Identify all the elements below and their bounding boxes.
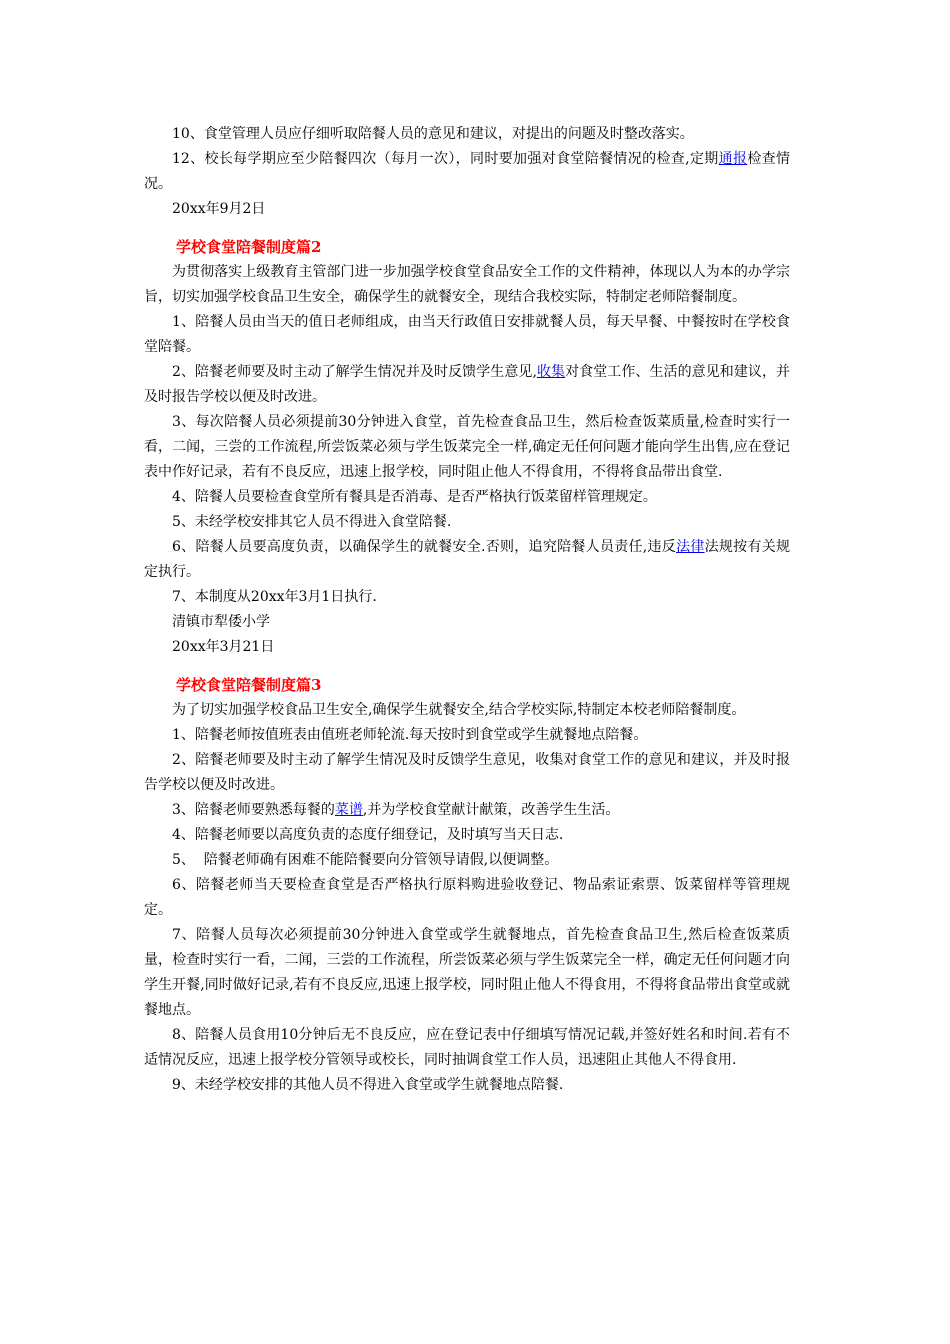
section3-item-2: 2、陪餐老师要及时主动了解学生情况及时反馈学生意见，收集对食堂工作的意见和建议，并及时报告学校以便及时改进。: [144, 752, 790, 793]
section3-item-9: 9、未经学校安排的其他人员不得进入食堂或学生就餐地点陪餐.: [172, 1077, 564, 1093]
section2-item-7: 7、本制度从20xx年3月1日执行.: [172, 589, 377, 605]
section2-item-4: 4、陪餐人员要检查食堂所有餐具是否消毒、是否严格执行饭菜留样管理规定。: [172, 489, 657, 505]
section2-item-1: 1、陪餐人员由当天的值日老师组成，由当天行政值日安排就餐人员，每天早餐、中餐按时在学校食堂陪餐。: [144, 314, 790, 355]
document-body: [144, 122, 790, 1098]
link-falv[interactable]: 法律: [676, 539, 705, 555]
intro-item-12-tail: 检查情况。: [144, 151, 791, 192]
section3-item-3-tail: ,并为学校食堂献计献策，改善学生生活。: [362, 802, 620, 818]
section3-item-1: 1、陪餐老师按值班表由值班老师轮流.每天按时到食堂或学生就餐地点陪餐。: [172, 727, 648, 743]
intro-item-12: [144, 147, 790, 197]
section2-item-2-text: 2、陪餐老师要及时主动了解学生情况并及时反馈学生意见,: [172, 364, 537, 380]
section2-title: 学校食堂陪餐制度篇2: [176, 238, 322, 256]
section3-preface: 为了切实加强学校食品卫生安全,确保学生就餐安全,结合学校实际,特制定本校老师陪餐制度。: [172, 702, 746, 718]
section3-item-6: 6、陪餐老师当天要检查食堂是否严格执行原料购进验收登记、物品索证索票、饭菜留样等管理规定。: [144, 877, 790, 918]
section2-item-6-text: 6、陪餐人员要高度负责，以确保学生的就餐安全.否则，追究陪餐人员责任,违反: [172, 539, 677, 555]
section3-title: 学校食堂陪餐制度篇3: [176, 676, 322, 694]
section3-item-5: 5、 陪餐老师确有困难不能陪餐要向分管领导请假,以便调整。: [172, 852, 559, 868]
section2-preface: 为贯彻落实上级教育主管部门进一步加强学校食堂食品安全工作的文件精神，体现以人为本的办学宗旨，切实加强学校食品卫生安全，确保学生的就餐安全，现结合我校实际，特制定老师陪餐制度。: [144, 264, 790, 305]
link-shouji[interactable]: 收集: [536, 364, 566, 380]
section2-item-2-tail: 对食堂工作、生活的意见和建议，并及时报告学校以便及时改进。: [144, 364, 791, 405]
section3-item-3-text: 3、陪餐老师要熟悉每餐的: [172, 802, 335, 818]
section2-item-3: 3、每次陪餐人员必须提前30分钟进入食堂，首先检查食品卫生，然后检查饭菜质量,检查时实行一看，二闻，三尝的工作流程,所尝饭菜必须与学生饭菜完全一样,确定无任何问题才能向学生出售,应在登记表中作好记录，若有不良反应，迅速上报学校，同时阻止他人不得食用，不得将食品带出食堂.: [144, 414, 790, 480]
section3-item-4: 4、陪餐老师要以高度负责的态度仔细登记，及时填写当天日志.: [172, 827, 564, 843]
section3-item-3: [144, 798, 790, 823]
section2-item-6-tail: 法规按有关规定执行。: [144, 539, 791, 580]
section2-school: 清镇市犁倭小学: [172, 614, 270, 630]
intro-item-10: 10、食堂管理人员应仔细听取陪餐人员的意见和建议，对提出的问题及时整改落实。: [172, 126, 694, 142]
section2-item-5: 5、未经学校安排其它人员不得进入食堂陪餐.: [172, 514, 452, 530]
section2-item-2: [144, 360, 790, 410]
intro-item-12-text: 12、校长每学期应至少陪餐四次（每月一次），同时要加强对食堂陪餐情况的检查,定期: [172, 151, 719, 167]
link-caipu[interactable]: 菜谱: [334, 802, 363, 818]
link-tongbao[interactable]: 通报: [718, 151, 748, 167]
section3-item-8: 8、陪餐人员食用10分钟后无不良反应，应在登记表中仔细填写情况记载,并签好姓名和时间.若有不适情况反应，迅速上报学校分管领导或校长，同时抽调食堂工作人员，迅速阻止其他人不得食用.: [144, 1027, 790, 1068]
intro-date: 20xx年9月2日: [172, 201, 266, 217]
section3-item-7: 7、陪餐人员每次必须提前30分钟进入食堂或学生就餐地点，首先检查食品卫生,然后检查饭菜质量，检查时实行一看，二闻，三尝的工作流程，所尝饭菜必须与学生饭菜完全一样，确定无任何问题才向学生开餐,同时做好记录,若有不良反应,迅速上报学校，同时阻止他人不得食用，不得将食品带出食堂或就餐地点。: [144, 927, 790, 1018]
section2-item-6: [144, 535, 790, 585]
section2-date: 20xx年3月21日: [172, 639, 275, 655]
